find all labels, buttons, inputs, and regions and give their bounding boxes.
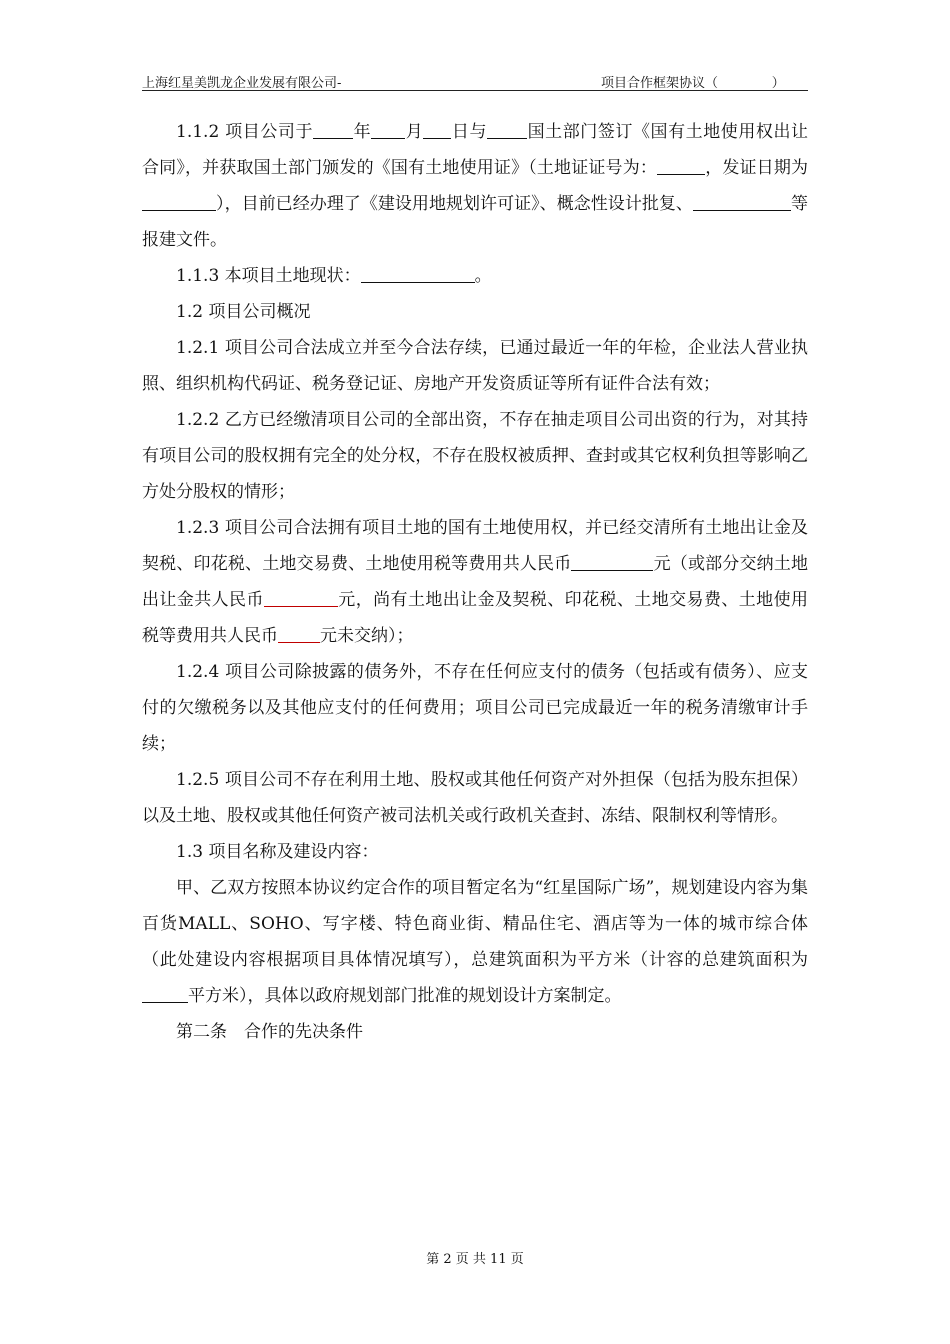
text: ，发证日期为 [705,158,809,178]
text: 。 [474,266,492,286]
blank-land-bureau [487,121,527,139]
text: 元未交纳）； [320,626,414,646]
page-footer: 第 2 页 共 11 页 [426,1252,524,1267]
paragraph-1-2-3 [142,510,808,654]
text: 月 [405,122,424,142]
text: 元，尚有土地出让金及契税、印花税、土地交易费、土地使用税等费用共人民币 [142,590,809,646]
header-doc-title: 项目合作框架协议（ ） [601,76,785,91]
text: 甲、乙双方按照本协议约定合作的项目暂定名为“红星国际广场”，规划建设内容为集百货MALL、SOHO、写字楼、特色商业街、精品住宅、酒店等为一体的城市综合体（此处建设内容根据项目具体情况填写），总建筑面积为平方米（计容的总建筑面积为 [142,878,808,970]
text: 1.2.3 项目公司合法拥有项目土地的国有土地使用权，并已经交清所有土地出让金及契税、印花税、土地交易费、土地使用税等费用共人民币 [142,518,808,574]
article-2-heading: 第二条 合作的先决条件 [176,1022,363,1042]
document-body [142,114,808,1050]
paragraph-1-3: 1.3 项目名称及建设内容： [176,842,379,862]
text: 1.1.2 项目公司于 [176,122,314,142]
blank-floor-area [142,985,188,1003]
blank-day [423,121,451,139]
text: 等报建文件。 [142,194,809,250]
blank-total-fee [571,553,653,571]
header-company: 上海红星美凯龙企业发展有限公司- [142,76,342,91]
paragraph-1-2-5: 1.2.5 项目公司不存在利用土地、股权或其他任何资产对外担保（包括为股东担保）以及土地、股权或其他任何资产被司法机关或行政机关查封、冻结、限制权利等情形。 [142,770,808,826]
blank-year [313,121,353,139]
text: 国土部门签订《国有土地使用权出让合同》，并获取国土部门颁发的《国有土地使用证》（土地证证号为： [142,122,809,178]
text: 1.1.3 本项目土地现状： [176,266,361,286]
paragraph-1-2: 1.2 项目公司概况 [176,302,311,322]
blank-issue-date [142,193,216,211]
paragraph-1-1-2 [142,114,808,258]
paragraph-1-2-2: 1.2.2 乙方已经缴清项目公司的全部出资，不存在抽走项目公司出资的行为，对其持有项目公司的股权拥有完全的处分权，不存在股权被质押、查封或其它权利负担等影响乙方处分股权的情形； [142,410,808,502]
text: 年 [353,122,372,142]
text: ），目前已经办理了《建设用地规划许可证》、概念性设计批复、 [216,194,693,214]
text: 日与 [451,122,488,142]
blank-unpaid-fee [278,625,320,643]
page-header [142,70,808,91]
text: 平方米），具体以政府规划部门批准的规划设计方案制定。 [188,986,622,1006]
paragraph-1-1-3 [142,258,808,294]
paragraph-1-2-4: 1.2.4 项目公司除披露的债务外，不存在任何应支付的债务（包括或有债务）、应支付的欠缴税务以及其他应支付的任何费用；项目公司已完成最近一年的税务清缴审计手续； [142,662,808,754]
blank-month [371,121,405,139]
blank-land-status [361,265,475,283]
blank-certificate-no [657,157,705,175]
blank-partial-fee [264,589,338,607]
paragraph-1-3-body [142,870,808,1014]
paragraph-1-2-1: 1.2.1 项目公司合法成立并至今合法存续，已通过最近一年的年检，企业法人营业执照、组织机构代码证、税务登记证、房地产开发资质证等所有证件合法有效； [142,338,808,394]
text: 元（或部分交纳土地出让金共人民币 [142,554,809,610]
blank-other-documents [693,193,791,211]
